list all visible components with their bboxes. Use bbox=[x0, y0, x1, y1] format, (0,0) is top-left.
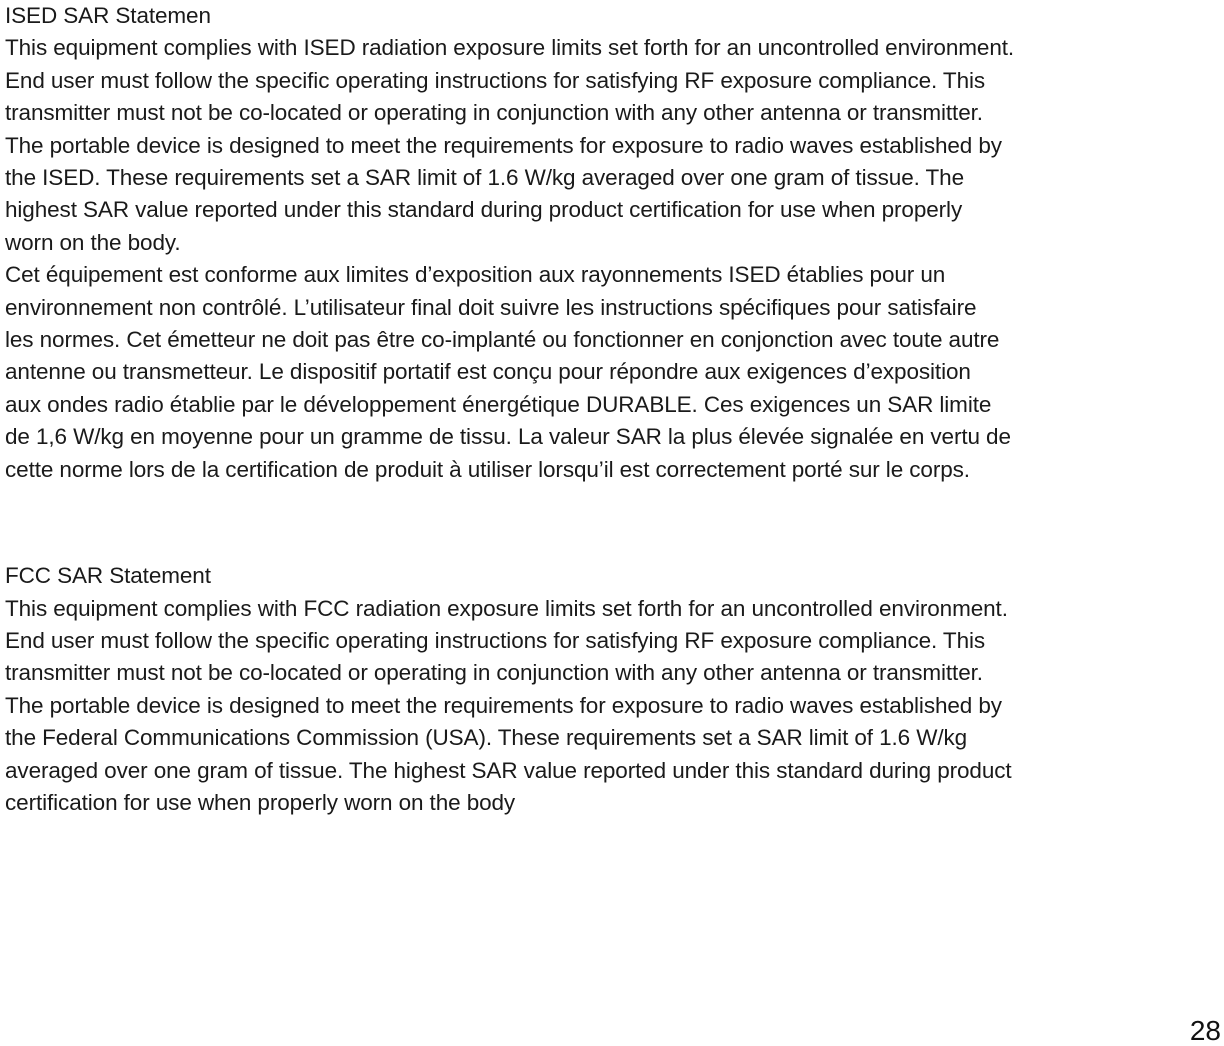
fcc-section-title: FCC SAR Statement bbox=[5, 563, 211, 589]
ised-line: transmitter must not be co-located or operating in conjunction with any other antenna or transmitter. bbox=[5, 100, 983, 126]
ised-line: highest SAR value reported under this standard during product certification for use when properly bbox=[5, 197, 963, 223]
ised-french-line: cette norme lors de la certification de produit à utiliser lorsqu’il est correctement porté sur le corps. bbox=[5, 456, 970, 482]
fcc-line: averaged over one gram of tissue. The highest SAR value reported under this standard during product bbox=[5, 757, 1012, 783]
ised-line: the ISED. These requirements set a SAR limit of 1.6 W/kg averaged over one gram of tissue. The bbox=[5, 165, 964, 191]
fcc-line: This equipment complies with FCC radiation exposure limits set forth for an uncontrolled environment. bbox=[5, 595, 1008, 621]
ised-french-line: aux ondes radio établie par le développement énergétique DURABLE. Ces exigences un SAR limite bbox=[5, 391, 992, 417]
document-page bbox=[5, 0, 1219, 819]
fcc-line: End user must follow the specific operating instructions for satisfying RF exposure compliance. This bbox=[5, 627, 986, 653]
fcc-line: The portable device is designed to meet the requirements for exposure to radio waves established by bbox=[5, 692, 1002, 718]
ised-french-line: Cet équipement est conforme aux limites d’exposition aux rayonnements ISED établies pour un bbox=[5, 262, 946, 288]
page-number: 28 bbox=[1189, 1015, 1221, 1046]
fcc-line: transmitter must not be co-located or operating in conjunction with any other antenna or transmitter. bbox=[5, 660, 983, 686]
fcc-sar-section bbox=[5, 560, 1219, 819]
ised-french-line: environnement non contrôlé. L’utilisateur final doit suivre les instructions spécifiques pour satisfaire bbox=[5, 294, 977, 320]
ised-sar-section bbox=[5, 0, 1219, 486]
fcc-line: certification for use when properly worn on the body bbox=[5, 789, 516, 815]
ised-line: End user must follow the specific operating instructions for satisfying RF exposure compliance. This bbox=[5, 67, 986, 93]
ised-line: The portable device is designed to meet the requirements for exposure to radio waves established by bbox=[5, 132, 1002, 158]
fcc-line: the Federal Communications Commission (USA). These requirements set a SAR limit of 1.6 W/kg bbox=[5, 725, 968, 751]
ised-french-line: de 1,6 W/kg en moyenne pour un gramme de tissu. La valeur SAR la plus élevée signalée en vertu de bbox=[5, 424, 1011, 450]
ised-section-title: ISED SAR Statemen bbox=[5, 3, 211, 28]
ised-french-line: antenne ou transmetteur. Le dispositif portatif est conçu pour répondre aux exigences d’exposition bbox=[5, 359, 971, 385]
ised-line: worn on the body. bbox=[5, 229, 181, 255]
ised-line: This equipment complies with ISED radiation exposure limits set forth for an uncontrolled environment. bbox=[5, 35, 1015, 61]
ised-french-line: les normes. Cet émetteur ne doit pas être co-implanté ou fonctionner en conjonction avec toute autre bbox=[5, 327, 1000, 353]
